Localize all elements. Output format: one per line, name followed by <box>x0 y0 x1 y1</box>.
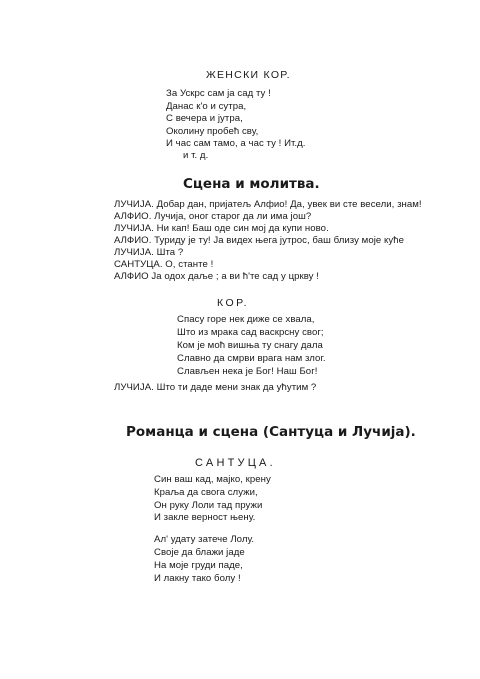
dialogue-line: ЛУЧИЈА. Шта ? <box>114 247 184 258</box>
santuzza-heading: САНТУЦА. <box>195 457 276 469</box>
romance-scene-heading: Романца и сцена (Сантуца и Лучија). <box>126 424 416 440</box>
verse-line: На моје груди паде, <box>154 560 243 571</box>
female-chorus-heading: ЖЕНСКИ КОР. <box>206 69 291 81</box>
scene-prayer-heading: Сцена и молитва. <box>183 176 320 192</box>
verse-line: Своје да блажи јаде <box>154 547 245 558</box>
dialogue-line: ЛУЧИЈА. Добар дан, пријатељ Алфио! Да, увек ви сте весели, знам! <box>114 199 422 210</box>
verse-line: Краља да свога служи, <box>154 487 258 498</box>
verse-line: Он руку Лоли тад пружи <box>154 500 263 511</box>
verse-line: Син ваш кад, мајко, крену <box>154 474 271 485</box>
verse-line: С вечера и јутра, <box>166 113 243 124</box>
dialogue-line: АЛФИО. Туриду је ту! Ја видех њега јутрос, баш близу моје куће <box>114 235 404 246</box>
chorus-heading: КОР. <box>217 297 250 309</box>
dialogue-line: САНТУЦА. О, станте ! <box>114 259 214 270</box>
dialogue-line: АЛФИО Ја одох даље ; а ви ћ'те сад у цркву ! <box>114 271 319 282</box>
verse-line: За Ускрс сам ја сад ту ! <box>166 88 271 99</box>
verse-line: Ал' удату затече Лолу. <box>154 534 255 545</box>
dialogue-line: ЛУЧИЈА. Ни кап! Баш оде син мој да купи ново. <box>114 223 329 234</box>
verse-line: Слављен нека је Бог! Наш Бог! <box>177 366 318 377</box>
verse-line: И час сам тамо, а час ту ! Ит.д. <box>166 138 306 149</box>
verse-line: Што из мрака сад васкрсну свог; <box>177 327 324 338</box>
verse-line: И лакну тако болу ! <box>154 573 241 584</box>
verse-line: Данас к'о и сутра, <box>166 101 247 112</box>
verse-line: и т. д. <box>183 150 209 161</box>
verse-line: Спасу горе нек диже се хвала, <box>177 314 315 325</box>
verse-line: Ком је моћ вишња ту снагу дала <box>177 340 323 351</box>
verse-line: И закле верност њену. <box>154 512 256 523</box>
verse-line: Околину пробећ сву, <box>166 126 259 137</box>
dialogue-line: АЛФИО. Лучија, оног старог да ли има још? <box>114 211 312 222</box>
verse-line: Славно да смрви врага нам злог. <box>177 353 326 364</box>
dialogue-line: ЛУЧИЈА. Што ти даде мени знак да ућутим ? <box>114 382 317 393</box>
